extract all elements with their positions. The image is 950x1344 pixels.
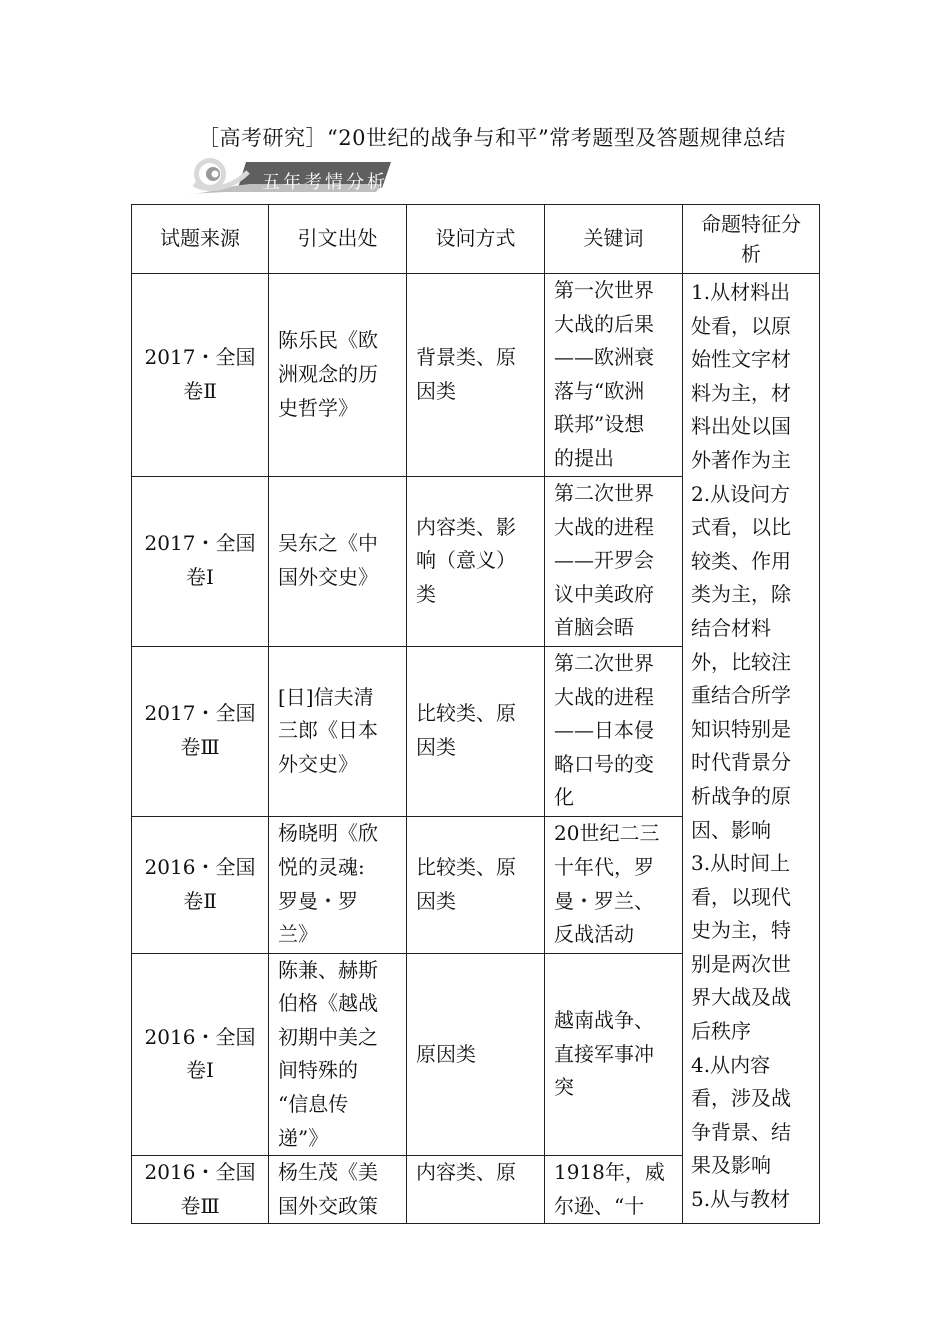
cell-citation: [日]信夫清 三郎《日本 外交史》 — [269, 646, 407, 816]
cell-source: 2017・全国 卷Ⅰ — [132, 476, 269, 646]
cell-citation: 陈乐民《欧 洲观念的历 史哲学》 — [269, 274, 407, 477]
cell-question: 背景类、原 因类 — [407, 274, 545, 477]
cell-keywords: 1918年，威 尔逊、“十 — [545, 1156, 683, 1224]
cell-question: 原因类 — [407, 953, 545, 1156]
header-source: 试题来源 — [132, 205, 269, 274]
cell-source: 2016・全国 卷Ⅲ — [132, 1156, 269, 1224]
exam-analysis-table — [131, 204, 820, 1224]
cell-question: 内容类、原 — [407, 1156, 545, 1224]
header-keywords: 关键词 — [545, 205, 683, 274]
cell-keywords: 第一次世界 大战的后果 ——欧洲衰 落与“欧洲 联邦”设想 的提出 — [545, 274, 683, 477]
cell-source: 2016・全国 卷Ⅱ — [132, 816, 269, 953]
cell-citation: 杨晓明《欣 悦的灵魂: 罗曼・罗 兰》 — [269, 816, 407, 953]
cell-question: 内容类、影 响（意义） 类 — [407, 476, 545, 646]
table-row — [132, 274, 820, 477]
page-title: ［高考研究］“20世纪的战争与和平”常考题型及答题规律总结 — [198, 126, 786, 150]
cell-question: 比较类、原 因类 — [407, 816, 545, 953]
cell-keywords: 越南战争、 直接军事冲 突 — [545, 953, 683, 1156]
header-citation: 引文出处 — [269, 205, 407, 274]
cell-keywords: 第二次世界 大战的进程 ——开罗会 议中美政府 首脑会晤 — [545, 476, 683, 646]
cell-keywords: 20世纪二三 十年代，罗 曼・罗兰、 反战活动 — [545, 816, 683, 953]
header-features: 命题特征分 析 — [683, 205, 820, 274]
header-question: 设问方式 — [407, 205, 545, 274]
cell-citation: 吴东之《中 国外交史》 — [269, 476, 407, 646]
cell-features: 1.从材料出 处看，以原 始性文字材 料为主，材 料出处以国 外著作为主 2.从设问方 式看，以比 较类、作用 类为主，除 结合材料 外，比较注 重结合所学 知识特别是 时代背景分 析战争的原 因、影响 3.从时间上 看，以现代 史为主，特 别是两次世 界大战及战 后秩序 4.从内容 看，涉及战 争背景、结 果及影响 5.从与教材 — [683, 274, 820, 1224]
cell-question: 比较类、原 因类 — [407, 646, 545, 816]
cell-citation: 杨生茂《美 国外交政策 — [269, 1156, 407, 1224]
cell-citation: 陈兼、赫斯 伯格《越战 初期中美之 间特殊的 “信息传 递”》 — [269, 953, 407, 1156]
cell-source: 2017・全国 卷Ⅲ — [132, 646, 269, 816]
cell-source: 2016・全国 卷Ⅰ — [132, 953, 269, 1156]
cell-source: 2017・全国 卷Ⅱ — [132, 274, 269, 477]
cell-keywords: 第二次世界 大战的进程 ——日本侵 略口号的变 化 — [545, 646, 683, 816]
table-header-row — [132, 205, 820, 274]
banner-label: 五年考情分析 — [262, 172, 388, 193]
